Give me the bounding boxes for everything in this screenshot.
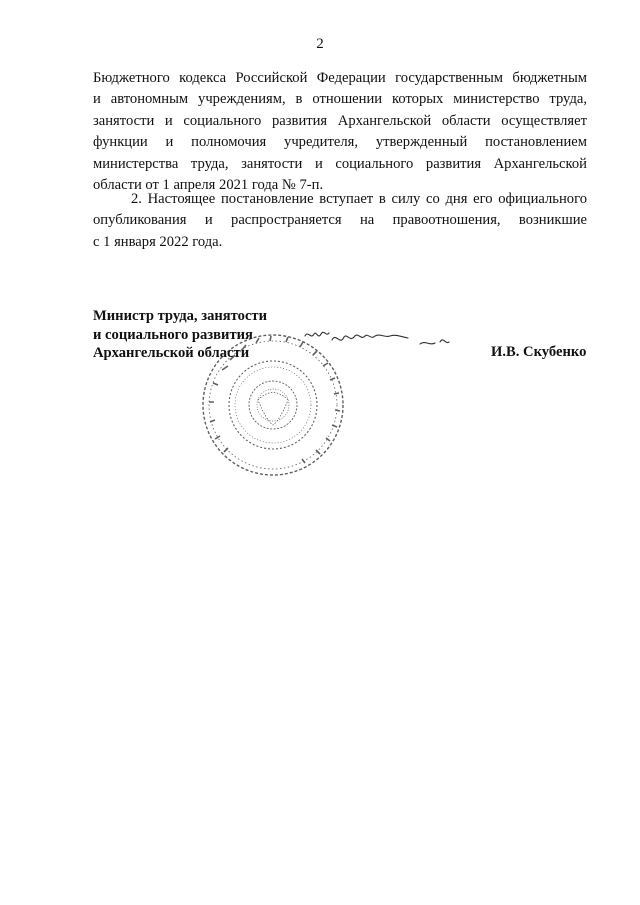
- paragraph-line: 2. Настоящее постановление вступает в силу со дня его официального: [131, 191, 587, 207]
- page-number: 2: [316, 36, 324, 52]
- paragraph-1: [93, 68, 587, 196]
- signatory-name: И.В. Скубенко: [491, 344, 587, 360]
- paragraph-line: Бюджетного кодекса Российской Федерации государственным бюджетным: [93, 70, 587, 86]
- paragraph-line: и автономным учреждениям, в отношении которых министерство труда,: [93, 91, 587, 108]
- paragraph-2: [93, 189, 587, 253]
- handwritten-signature: [300, 318, 475, 363]
- paragraph-line: функции и полномочия учредителя, утвержденный постановлением: [93, 134, 587, 151]
- paragraph-line: занятости и социального развития Архангельской области осуществляет: [93, 112, 587, 129]
- paragraph-line: с 1 января 2022 года.: [93, 233, 223, 250]
- paragraph-line: министерства труда, занятости и социального развития Архангельской: [93, 155, 587, 172]
- paragraph-line: опубликования и распространяется на правоотношения, возникшие: [93, 212, 587, 229]
- paragraph-line: области от 1 апреля 2021 года № 7-п.: [93, 177, 324, 194]
- signatory-position-line: Архангельской области: [93, 345, 250, 361]
- signatory-position-line: Министр труда, занятости: [93, 308, 268, 324]
- signatory-position-line: и социального развития: [93, 326, 253, 343]
